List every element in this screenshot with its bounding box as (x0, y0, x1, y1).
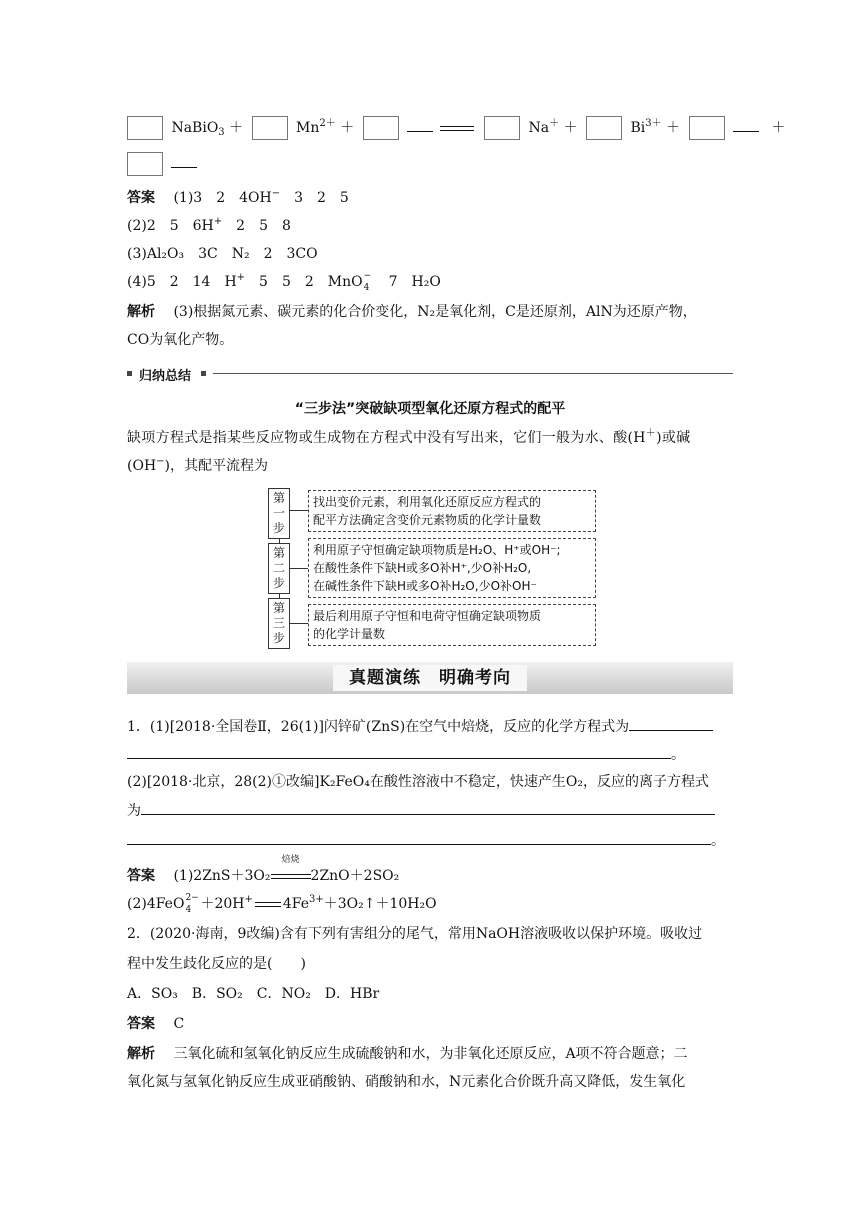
q1-line-4 (127, 800, 715, 821)
question-text: 1．(1)[2018·全国卷Ⅱ，26(1)]闪锌矿(ZnS)在空气中焙烧，反应的化学方程式为 (127, 719, 630, 735)
answer-line-1 (127, 188, 349, 208)
summary-intro-2 (127, 456, 268, 476)
intro-text: )或碱 (656, 430, 691, 446)
answer-text: (1)2ZnS＋3O₂ (173, 868, 271, 884)
section-title: 真题演练 明确考向 (333, 665, 527, 691)
answer-label: 答案 (127, 868, 155, 884)
superscript: − (271, 188, 281, 199)
analysis-line-2 (127, 330, 233, 350)
step-3-description: 最后利用原子守恒和电荷守恒确定缺项物质 的化学计量数 (308, 604, 596, 646)
superscript: + (213, 216, 223, 227)
summary-intro-1 (127, 428, 690, 448)
step-1-label: 第 一 步 (268, 488, 290, 539)
answer-blank[interactable] (141, 800, 715, 815)
superscript: 3+ (309, 894, 324, 905)
charge-index: − 4 (363, 271, 372, 293)
question-text: 。 (671, 747, 685, 763)
answer-text: (1)3 2 4OH (173, 190, 272, 206)
question-text: 。 (711, 833, 725, 849)
formula-bi: Bi (630, 120, 646, 136)
intro-text: 缺项方程式是指某些反应物或生成物在方程式中没有写出来，它们一般为水、酸(H (127, 430, 646, 446)
question-text: 程中发生歧化反应的是( ) (127, 956, 306, 972)
coefficient-box[interactable] (127, 152, 163, 176)
formula-na: Na (528, 120, 550, 136)
step-2-label: 第 二 步 (268, 543, 290, 594)
section-banner (127, 662, 733, 694)
answer-text: ＋20H (200, 896, 245, 912)
answer-text: 5 5 2 MnO (245, 274, 363, 290)
plus-sign: ＋ (229, 120, 244, 136)
q1-line-3 (127, 772, 709, 792)
answer-text: (4)5 2 14 H (127, 274, 237, 290)
answer-text: 7 H₂O (374, 274, 441, 290)
options-text: A．SO₃ B．SO₂ C．NO₂ D．HBr (127, 986, 380, 1002)
reaction-condition (271, 855, 311, 886)
connector-line (290, 568, 308, 569)
superscript: + (236, 272, 246, 283)
step-2-description: 利用原子守恒确定缺项物质是H₂O、H⁺或OH⁻; 在酸性条件下缺H或多O补H⁺,少O补H₂O, 在碱性条件下缺H或多O补H₂O,少O补OH⁻ (308, 538, 596, 598)
analysis-text: CO为氧化产物。 (127, 332, 234, 348)
answer2-line-1 (127, 855, 400, 886)
intro-text: )，其配平流程为 (164, 458, 269, 474)
answer-line-4 (127, 272, 441, 292)
summary-title: “三步法”突破缺项型氧化还原方程式的配平 (294, 401, 566, 417)
summary-label: 归纳总结 (139, 369, 192, 384)
condition-label: 焙烧 (281, 855, 300, 865)
answer-label: 答案 (127, 190, 155, 206)
q1-line-5 (127, 830, 725, 851)
answer-text: (2)2 5 6H (127, 218, 214, 234)
q1-line-1 (127, 716, 713, 737)
answer-text: C (173, 1016, 185, 1032)
analysis-text: (3)根据氮元素、碳元素的化合价变化，N₂是氧化剂，C是还原剂，AlN为还原产物， (173, 304, 697, 320)
superscript: − (156, 456, 165, 467)
analysis-line-1 (127, 302, 697, 322)
coefficient-box[interactable] (484, 116, 520, 140)
step-1-description: 找出变价元素，利用氧化还原反应方程式的 配平方法确定含变价元素物质的化学计量数 (308, 490, 596, 532)
answer-text: 2 5 8 (222, 218, 291, 234)
answer-text: ＋3O₂↑＋10H₂O (323, 896, 437, 912)
question-text: 2．(2020·海南，9改编)含有下列有害组分的尾气，常用NaOH溶液吸收以保护环境。吸收过 (127, 926, 703, 942)
charge-index: 2− 4 (185, 893, 199, 915)
answer-blank[interactable] (127, 830, 711, 845)
plus-sign: ＋ (340, 120, 355, 136)
formula-mn: Mn (296, 120, 320, 136)
analysis-text: 三氧化硫和氢氧化钠反应生成硫酸钠和水，为非氧化还原反应，A项不符合题意；二 (173, 1046, 688, 1062)
answer-line-3 (127, 244, 318, 264)
equals-sign (255, 902, 281, 907)
step-3-label: 第 三 步 (268, 598, 290, 649)
answer-blank[interactable] (127, 744, 671, 759)
q2-line-1 (127, 924, 702, 944)
coefficient-box[interactable] (127, 116, 163, 140)
coefficient-box[interactable] (363, 116, 399, 140)
connector-line (290, 623, 308, 624)
coefficient-box[interactable] (252, 116, 288, 140)
summary-header (127, 366, 733, 382)
plus-sign: ＋ (771, 120, 786, 136)
q2-answer (127, 1014, 184, 1034)
question-text: (2)[2018·北京，28(2)①改编]K₂FeO₄在酸性溶液中不稳定，快速产生O₂，反应的离子方程式 (127, 774, 709, 790)
question-text: 为 (127, 803, 141, 819)
missing-species-blank[interactable] (171, 153, 197, 168)
intro-text: (OH (127, 458, 157, 474)
answer2-line-2 (127, 894, 437, 914)
formula-nabio3: NaBiO (171, 120, 219, 136)
answer-text: (3)Al₂O₃ 3C N₂ 2 3CO (127, 246, 318, 262)
answer-text: 4Fe (282, 896, 310, 912)
q2-options (127, 984, 379, 1004)
superscript: ＋ (645, 428, 657, 439)
blank-equation-line-2 (127, 152, 197, 176)
coefficient-box[interactable] (689, 116, 725, 140)
q2-line-2 (127, 954, 306, 974)
plus-sign: ＋ (666, 120, 681, 136)
equals-sign (440, 126, 474, 131)
missing-species-blank[interactable] (733, 117, 759, 132)
square-bullet-icon (127, 371, 132, 376)
three-step-flowchart (268, 488, 592, 648)
coefficient-box[interactable] (586, 116, 622, 140)
answer-text: 2ZnO＋2SO₂ (310, 868, 400, 884)
plus-sign: ＋ (563, 120, 578, 136)
divider (213, 373, 733, 374)
analysis-label: 解析 (127, 1046, 155, 1062)
q2-analysis-2 (127, 1072, 685, 1092)
answer-text: (2)4FeO (127, 896, 185, 912)
missing-species-blank[interactable] (407, 117, 433, 132)
answer-blank[interactable] (629, 716, 713, 731)
blank-equation-line: NaBiO$_3$ ＋ $Mn^{2+}$ ＋ $Na^+ + Bi^{3+}$ ＋ ＋ (127, 116, 785, 140)
connector-line (290, 510, 308, 511)
superscript: + (244, 894, 253, 905)
q2-analysis-1 (127, 1044, 688, 1064)
analysis-text: 氧化氮与氢氧化钠反应生成亚硝酸钠、硝酸钠和水，N元素化合价既升高又降低，发生氧化 (127, 1074, 686, 1090)
analysis-label: 解析 (127, 304, 155, 320)
answer-line-2 (127, 216, 291, 236)
answer-label: 答案 (127, 1016, 155, 1032)
square-bullet-icon (201, 371, 206, 376)
answer-text: 3 2 5 (280, 190, 349, 206)
q1-line-2 (127, 744, 685, 765)
